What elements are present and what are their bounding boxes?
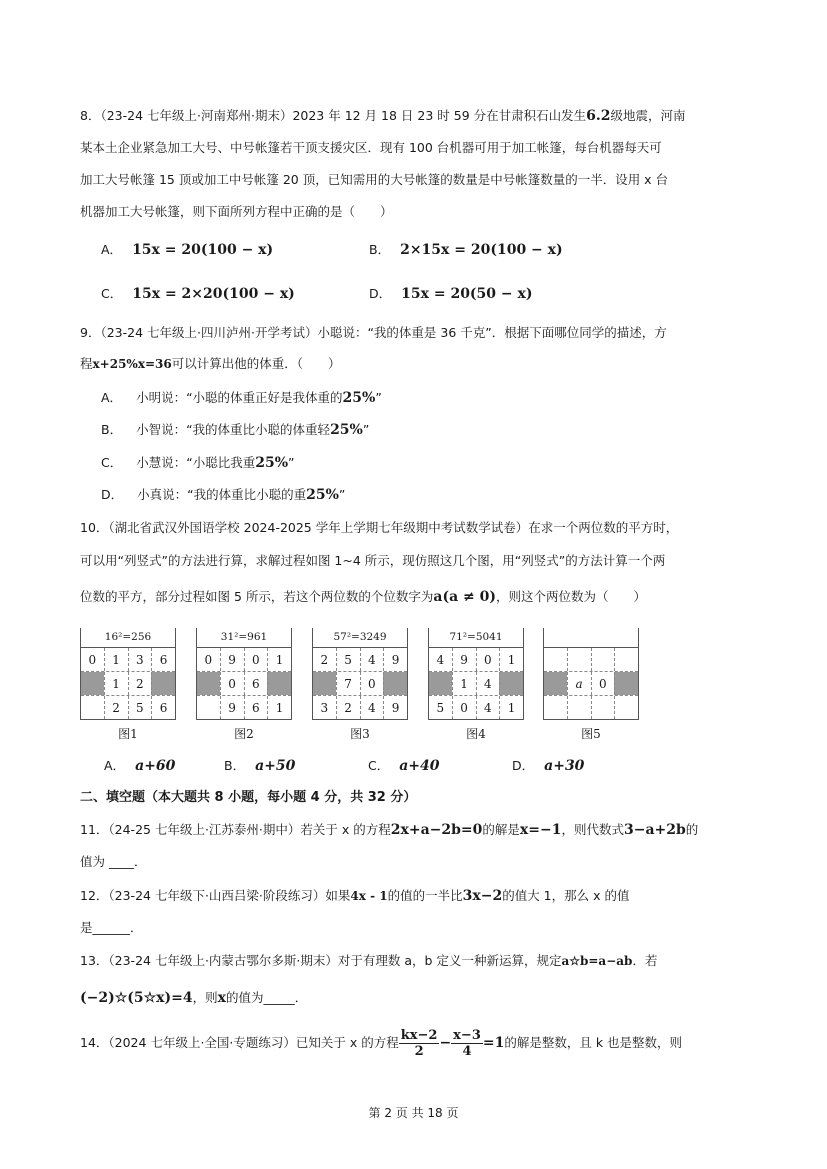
q11-line-2: 值为 ____． <box>80 854 147 869</box>
digit-cell <box>614 696 638 719</box>
figure-row <box>197 695 291 719</box>
digit-cell <box>567 648 591 671</box>
shaded-cell <box>313 672 336 695</box>
q14-fraction-1: $\frac{kx-2}{2}$ <box>400 1028 438 1059</box>
digit-cell: 2 <box>336 696 360 719</box>
digit-cell: 2 <box>320 652 329 667</box>
digit-cell <box>614 648 638 671</box>
digit-cell: 1 <box>452 672 476 695</box>
digit-cell: 0 <box>88 652 97 667</box>
figure-4 <box>428 628 524 741</box>
digit-cell: 1 <box>104 672 128 695</box>
q9-option-b[interactable]: B． 小智说：“我的体重比小聪的体重轻25%” <box>101 422 370 438</box>
digit-cell: 6 <box>151 696 175 719</box>
figure-row <box>313 695 407 719</box>
figure-row <box>313 671 407 695</box>
q12-expression-1: 4x - 1 <box>350 889 388 903</box>
figure-1 <box>80 628 176 741</box>
q8-magnitude: 6.2 <box>586 108 611 124</box>
q8-line-3: 加工大号帐篷 15 顶或加工中号帐篷 20 顶，已知需用的大号帐篷的数量是中号帐篷数量的一半．设用 x 台 <box>80 172 669 187</box>
digit-cell: 2 <box>104 696 128 719</box>
shaded-cell <box>499 672 523 695</box>
shaded-cell <box>267 672 291 695</box>
digit-cell: 0 <box>244 648 268 671</box>
figure-row <box>197 671 291 695</box>
digit-cell <box>197 696 220 719</box>
digit-cell: 0 <box>452 696 476 719</box>
digit-cell: 0 <box>476 648 500 671</box>
figure-grid <box>312 647 408 720</box>
digit-cell <box>544 648 567 671</box>
digit-cell: 0 <box>591 672 615 695</box>
digit-cell: 4 <box>436 652 445 667</box>
digit-cell: 9 <box>452 648 476 671</box>
q13-line-1: 13．（23-24 七年级上·内蒙古鄂尔多斯·期末）对于有理数 a，b 定义一种新运算，规定a☆b=a−ab．若 <box>80 953 658 968</box>
q11-equation: 2x+a−2b=0 <box>390 822 483 838</box>
q12-line-2: 是______． <box>80 920 143 935</box>
digit-cell: 9 <box>383 696 407 719</box>
digit-cell: 5 <box>336 648 360 671</box>
digit-cell: 2 <box>128 672 152 695</box>
shaded-cell <box>81 672 104 695</box>
figure-row <box>544 648 638 671</box>
figure-3 <box>312 628 408 741</box>
digit-cell: 9 <box>220 696 244 719</box>
digit-cell: 4 <box>476 672 500 695</box>
q10-option-d[interactable]: D． a+30 <box>512 758 585 774</box>
q13-equation: (−2)☆(5☆x)=4 <box>80 990 193 1006</box>
q10-option-c[interactable]: C． a+40 <box>368 758 440 774</box>
q12-line-1: 12．（23-24 七年级下·山西吕梁·阶段练习）如果4x - 1的值的一半比3x−2的值大 1，那么 x 的值 <box>80 888 630 904</box>
figure-5 <box>543 628 639 741</box>
digit-cell: 3 <box>128 648 152 671</box>
figure-caption <box>543 628 639 647</box>
digit-cell: 5 <box>436 700 445 715</box>
figure-row <box>429 648 523 671</box>
digit-cell: 0 <box>220 672 244 695</box>
digit-cell: 1 <box>267 696 291 719</box>
digit-cell: 6 <box>151 648 175 671</box>
digit-cell: a <box>567 672 591 695</box>
q10-line-3: 位数的平方，部分过程如图 5 所示，若这个两位数的个位数字为a(a ≠ 0)，则这个两位数为（ ） <box>80 589 647 605</box>
figure-label: 图1 <box>118 727 138 741</box>
page-footer: 第 2 页 共 18 页 <box>368 1106 459 1120</box>
q10-line-2: 可以用“列竖式”的方法进行算，求解过程如图 1~4 所示，现仿照这几个图，用“列竖式”的方法计算一个两 <box>80 553 666 568</box>
shaded-cell <box>383 672 407 695</box>
digit-cell: 4 <box>476 696 500 719</box>
q8-option-a[interactable]: A． 15x = 20(100 − x) <box>101 242 274 258</box>
q13-line-2: (−2)☆(5☆x)=4，则x的值为_____． <box>80 990 308 1006</box>
figure-label: 图4 <box>466 727 486 741</box>
q11-solution: x=−1 <box>519 822 562 838</box>
figure-grid <box>80 647 176 720</box>
q14-fraction-2: $\frac{x-3}{4}$ <box>453 1028 481 1059</box>
digit-cell <box>567 696 591 719</box>
digit-cell <box>591 696 615 719</box>
figure-2 <box>196 628 292 741</box>
digit-cell: 6 <box>244 696 268 719</box>
digit-cell: 4 <box>360 648 384 671</box>
figure-grid <box>543 647 639 720</box>
q12-expression-2: 3x−2 <box>462 888 503 904</box>
q9-option-a[interactable]: A． 小明说：“小聪的体重正好是我体重的25%” <box>101 390 382 406</box>
digit-cell: 5 <box>128 696 152 719</box>
q9-line-1: 9．（23-24 七年级上·四川泸州·开学考试）小聪说：“我的体重是 36 千克”．根据下面哪位同学的描述，方 <box>80 325 667 340</box>
figure-grid <box>196 647 292 720</box>
q11-line-1: 11．（24-25 七年级上·江苏泰州·期中）若关于 x 的方程2x+a−2b=0的解是x=−1，则代数式3−a+2b的 <box>80 822 699 838</box>
digit-cell: 1 <box>499 648 523 671</box>
digit-cell <box>81 696 104 719</box>
q10-condition: a(a ≠ 0) <box>433 589 497 605</box>
figure-row <box>544 695 638 719</box>
q8-option-d[interactable]: D． 15x = 20(50 − x) <box>369 286 533 302</box>
q10-line-1: 10．（湖北省武汉外国语学校 2024-2025 学年上学期七年级期中考试数学试卷）在求一个两位数的平方时， <box>80 520 679 535</box>
q9-option-c[interactable]: C． 小慧说：“小聪比我重25%” <box>101 455 295 471</box>
q8-option-c[interactable]: C． 15x = 2×20(100 − x) <box>101 286 295 302</box>
shaded-cell <box>614 672 638 695</box>
q9-option-d[interactable]: D． 小真说：“我的体重比小聪的重25%” <box>101 487 346 503</box>
figure-row <box>429 671 523 695</box>
q10-option-b[interactable]: B． a+50 <box>224 758 296 774</box>
digit-cell: 9 <box>220 648 244 671</box>
figure-label: 图3 <box>350 727 370 741</box>
figure-grid <box>428 647 524 720</box>
digit-cell <box>591 648 615 671</box>
digit-cell: 9 <box>383 648 407 671</box>
figure-row <box>544 671 638 695</box>
digit-cell: 6 <box>244 672 268 695</box>
digit-cell: 1 <box>267 648 291 671</box>
shaded-cell <box>429 672 452 695</box>
figure-caption: 16²=256 <box>80 628 176 647</box>
q8-line-1: 8．（23-24 七年级上·河南郑州·期末）2023 年 12 月 18 日 23 时 59 分在甘肃积石山发生6.2级地震，河南 <box>80 108 686 124</box>
q14-line-1: 14．（2024 七年级上·全国·专题练习）已知关于 x 的方程 $\frac{kx-2}{2}$ − $\frac{x-3}{4}$ =1的解是整数，且 k 也是整数，则 <box>80 1028 683 1059</box>
figure-row <box>81 671 175 695</box>
figure-row <box>197 648 291 671</box>
digit-cell <box>544 696 567 719</box>
figure-row <box>429 695 523 719</box>
section-heading: 二、填空题（本大题共 8 小题，每小题 4 分，共 32 分） <box>80 790 417 805</box>
digit-cell: 0 <box>204 652 213 667</box>
q9-equation: x+25%x=36 <box>92 357 172 371</box>
figure-row <box>81 648 175 671</box>
digit-cell: 1 <box>499 696 523 719</box>
q8-line-4: 机器加工大号帐篷，则下面所列方程中正确的是（ ） <box>80 204 393 219</box>
q8-option-b[interactable]: B． 2×15x = 20(100 − x) <box>369 242 563 258</box>
figure-label: 图5 <box>581 727 601 741</box>
q11-expression: 3−a+2b <box>623 822 686 838</box>
digit-cell: 7 <box>336 672 360 695</box>
shaded-cell <box>197 672 220 695</box>
q10-option-a[interactable]: A． a+60 <box>104 758 176 774</box>
figure-caption: 57²=3249 <box>312 628 408 647</box>
digit-cell: 0 <box>360 672 384 695</box>
figure-row <box>313 648 407 671</box>
digit-cell: 4 <box>360 696 384 719</box>
q8-line-2: 某本土企业紧急加工大号、中号帐篷若干顶支援灾区．现有 100 台机器可用于加工帐篷，每台机器每天可 <box>80 140 662 155</box>
figure-label: 图2 <box>234 727 254 741</box>
shaded-cell <box>544 672 567 695</box>
figure-row <box>81 695 175 719</box>
figure-caption: 71²=5041 <box>428 628 524 647</box>
digit-cell: 1 <box>104 648 128 671</box>
q9-line-2: 程x+25%x=36可以计算出他的体重．（ ） <box>80 356 341 371</box>
shaded-cell <box>151 672 175 695</box>
figure-caption: 31²=961 <box>196 628 292 647</box>
digit-cell: 3 <box>320 700 329 715</box>
q13-definition: a☆b=a−ab <box>561 954 633 968</box>
